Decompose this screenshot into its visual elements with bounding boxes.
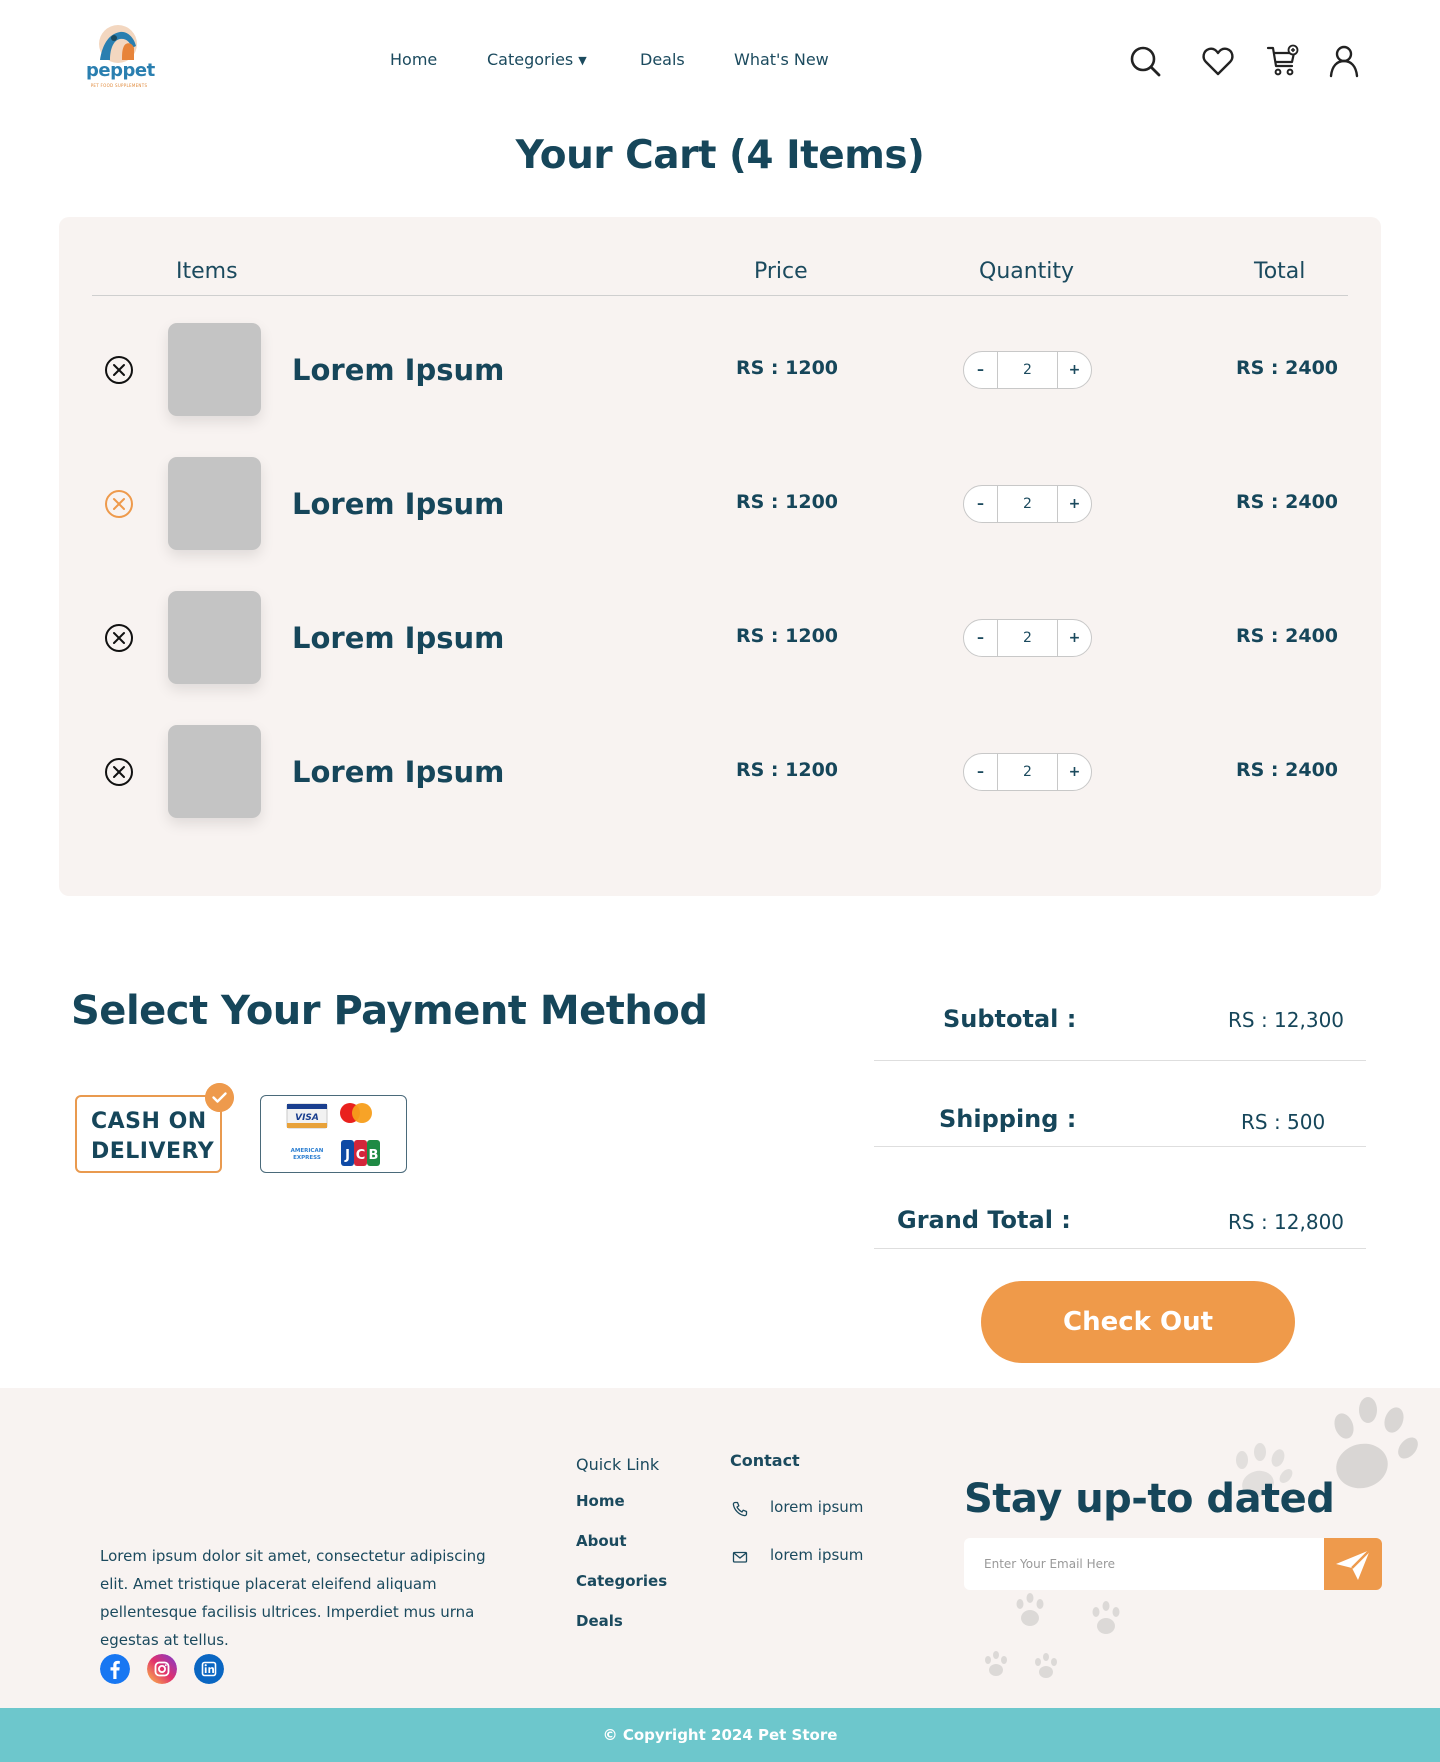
- paw-print-icon: [980, 1644, 1060, 1684]
- newsletter-email-input[interactable]: [964, 1538, 1324, 1590]
- nav-categories[interactable]: [487, 50, 587, 69]
- selected-check-icon: [205, 1083, 234, 1112]
- nav-home[interactable]: Home: [390, 50, 438, 69]
- product-total: RS : 2400: [1236, 491, 1339, 513]
- svg-text:J: J: [345, 1148, 350, 1163]
- product-total: RS : 2400: [1236, 759, 1339, 781]
- decrease-quantity-button[interactable]: –: [977, 764, 984, 780]
- shipping-value: RS : 500: [1241, 1110, 1326, 1134]
- payment-option-cards[interactable]: [260, 1095, 407, 1173]
- product-total: RS : 2400: [1236, 357, 1339, 379]
- header-divider: [92, 295, 1348, 296]
- send-icon: [1324, 1538, 1382, 1590]
- site-footer: [0, 1388, 1440, 1708]
- column-header-price: Price: [754, 259, 808, 284]
- brand-name: peppet: [86, 60, 155, 81]
- cod-label-line2: DELIVERY: [91, 1139, 215, 1164]
- summary-shipping-row: [874, 1061, 1366, 1147]
- svg-text:EXPRESS: EXPRESS: [293, 1155, 321, 1161]
- decrease-quantity-button[interactable]: –: [977, 496, 984, 512]
- copyright-bar: © Copyright 2024 Pet Store: [0, 1708, 1440, 1762]
- increase-quantity-button[interactable]: +: [1068, 630, 1081, 646]
- mail-icon: [732, 1549, 748, 1565]
- cart-icon[interactable]: [1266, 44, 1300, 78]
- product-price: RS : 1200: [736, 759, 839, 781]
- column-header-quantity: Quantity: [979, 259, 1075, 284]
- product-thumbnail[interactable]: [168, 725, 261, 818]
- footer-link-home[interactable]: Home: [576, 1492, 625, 1510]
- column-header-total: Total: [1254, 259, 1306, 284]
- summary-grand-total-row: [874, 1147, 1366, 1249]
- remove-item-icon[interactable]: [104, 355, 134, 385]
- heart-icon[interactable]: [1201, 44, 1235, 78]
- remove-item-icon[interactable]: [104, 623, 134, 653]
- newsletter-title: Stay up-to dated: [964, 1476, 1335, 1522]
- contact-email-text: lorem ipsum: [770, 1546, 864, 1564]
- payment-title: Select Your Payment Method: [71, 988, 708, 1034]
- quantity-value[interactable]: 2: [997, 754, 1058, 790]
- caret-down-icon: ▼: [578, 54, 587, 67]
- footer-link-deals[interactable]: Deals: [576, 1612, 623, 1630]
- nav-deals[interactable]: Deals: [640, 50, 685, 69]
- newsletter-submit-button[interactable]: [1324, 1538, 1382, 1590]
- phone-icon: [732, 1501, 748, 1517]
- svg-text:B: B: [368, 1148, 379, 1163]
- cart-row: [59, 323, 1381, 417]
- increase-quantity-button[interactable]: +: [1068, 362, 1081, 378]
- card-brands-icon: [261, 1096, 408, 1174]
- contact-phone-text: lorem ipsum: [770, 1498, 864, 1516]
- product-name[interactable]: Lorem Ipsum: [292, 621, 505, 655]
- site-header: [0, 0, 1440, 120]
- decrease-quantity-button[interactable]: –: [977, 362, 984, 378]
- instagram-icon[interactable]: [147, 1654, 177, 1684]
- quantity-stepper: [963, 351, 1092, 389]
- column-header-items: Items: [176, 259, 238, 284]
- quantity-value[interactable]: 2: [997, 486, 1058, 522]
- linkedin-icon[interactable]: [194, 1654, 224, 1684]
- cart-row: [59, 457, 1381, 551]
- subtotal-value: RS : 12,300: [1228, 1008, 1345, 1032]
- product-price: RS : 1200: [736, 491, 839, 513]
- product-price: RS : 1200: [736, 357, 839, 379]
- cart-table: [59, 217, 1381, 896]
- nav-whats-new[interactable]: What's New: [734, 50, 829, 69]
- product-thumbnail[interactable]: [168, 457, 261, 550]
- contact-title: Contact: [730, 1451, 800, 1470]
- cod-label-line1: CASH ON: [91, 1109, 207, 1134]
- quantity-stepper: [963, 753, 1092, 791]
- brand-logo[interactable]: [86, 24, 155, 94]
- product-name[interactable]: Lorem Ipsum: [292, 487, 505, 521]
- checkout-button[interactable]: Check Out: [981, 1281, 1295, 1363]
- quantity-value[interactable]: 2: [997, 620, 1058, 656]
- footer-description: Lorem ipsum dolor sit amet, consectetur adipiscing elit. Amet tristique placerat eleifend aliquam pellentesque facilisis ultrices. Imperdiet mus urna egestas at tellus.: [100, 1547, 486, 1649]
- quantity-stepper: [963, 619, 1092, 657]
- page-title: Your Cart (4 Items): [515, 133, 925, 178]
- remove-item-icon[interactable]: [104, 489, 134, 519]
- subtotal-label: Subtotal :: [943, 1005, 1077, 1033]
- decrease-quantity-button[interactable]: –: [977, 630, 984, 646]
- payment-option-cash-on-delivery[interactable]: [75, 1095, 222, 1173]
- product-name[interactable]: Lorem Ipsum: [292, 353, 505, 387]
- product-total: RS : 2400: [1236, 625, 1339, 647]
- shipping-label: Shipping :: [939, 1105, 1077, 1133]
- nav-categories-label: Categories: [487, 50, 574, 69]
- increase-quantity-button[interactable]: +: [1068, 496, 1081, 512]
- product-thumbnail[interactable]: [168, 323, 261, 416]
- grand-total-value: RS : 12,800: [1228, 1210, 1345, 1234]
- paw-print-icon: [1010, 1584, 1130, 1644]
- product-name[interactable]: Lorem Ipsum: [292, 755, 505, 789]
- cart-row: [59, 591, 1381, 685]
- quick-link-title: Quick Link: [576, 1455, 660, 1474]
- footer-link-about[interactable]: About: [576, 1532, 627, 1550]
- brand-tagline: PET FOOD SUPPLEMENTS: [90, 83, 148, 88]
- search-icon[interactable]: [1128, 44, 1162, 78]
- svg-text:C: C: [355, 1148, 366, 1163]
- product-price: RS : 1200: [736, 625, 839, 647]
- facebook-icon[interactable]: [100, 1654, 130, 1684]
- logo-mark-icon: [94, 24, 142, 64]
- remove-item-icon[interactable]: [104, 757, 134, 787]
- svg-text:VISA: VISA: [295, 1113, 319, 1123]
- cart-row: [59, 725, 1381, 819]
- footer-link-categories[interactable]: Categories: [576, 1572, 668, 1590]
- quantity-value[interactable]: 2: [997, 352, 1058, 388]
- product-thumbnail[interactable]: [168, 591, 261, 684]
- grand-total-label: Grand Total :: [897, 1206, 1071, 1234]
- user-icon[interactable]: [1327, 44, 1361, 78]
- increase-quantity-button[interactable]: +: [1068, 764, 1081, 780]
- svg-text:AMERICAN: AMERICAN: [290, 1148, 324, 1154]
- quantity-stepper: [963, 485, 1092, 523]
- summary-subtotal-row: [874, 971, 1366, 1061]
